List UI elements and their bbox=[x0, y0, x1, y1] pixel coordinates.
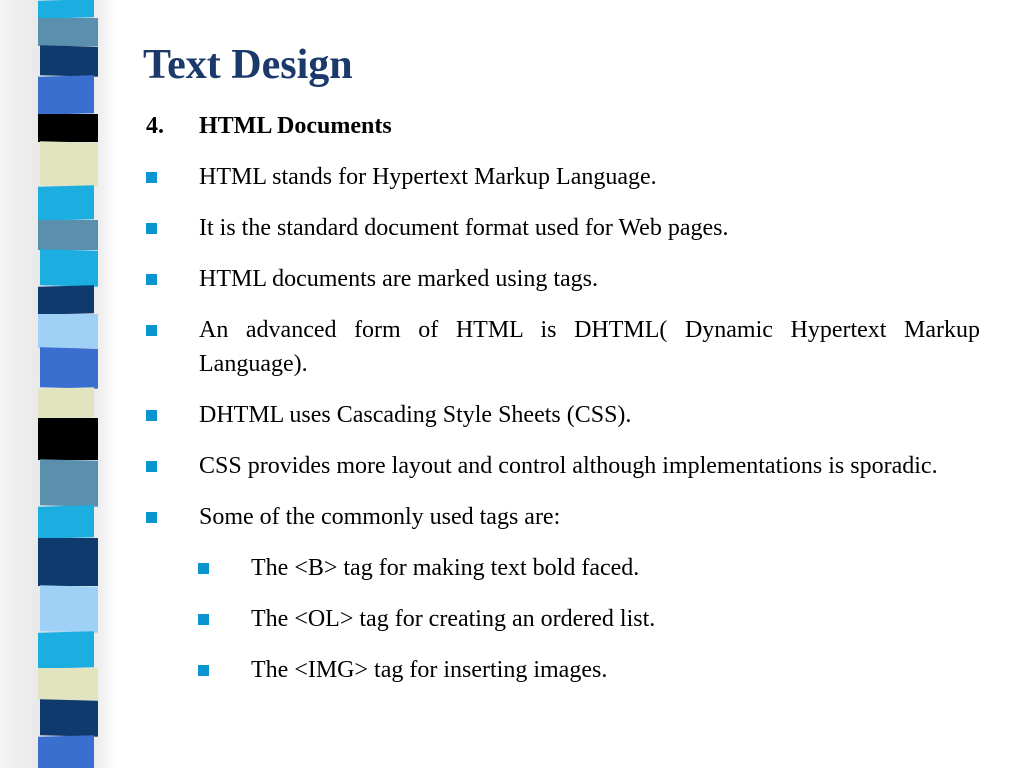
bullet-square-icon bbox=[198, 551, 251, 585]
bullet-text: HTML documents are marked using tags. bbox=[199, 266, 599, 292]
bullet-text: Some of the commonly used tags are: bbox=[199, 504, 561, 530]
section-heading bbox=[146, 109, 980, 143]
bullet-text: DHTML uses Cascading Style Sheets (CSS). bbox=[199, 402, 632, 428]
bullet-square-icon bbox=[146, 398, 199, 432]
bullet-square-icon bbox=[146, 449, 199, 483]
bullet-text: It is the standard document format used for Web pages. bbox=[199, 215, 729, 241]
bullet-square-icon bbox=[146, 211, 199, 245]
slide-content bbox=[146, 109, 980, 704]
bullet-square-icon bbox=[198, 602, 251, 636]
bullet-text: CSS provides more layout and control although implementations is sporadic. bbox=[199, 453, 938, 479]
decorative-side-strip bbox=[38, 0, 98, 768]
bullet-item bbox=[146, 262, 980, 296]
bullet-item bbox=[146, 211, 980, 245]
bullet-item bbox=[146, 449, 980, 483]
bullet-text: HTML stands for Hypertext Markup Language. bbox=[199, 164, 657, 190]
slide-title: Text Design bbox=[143, 42, 353, 88]
sub-bullet-text: The <OL> tag for creating an ordered list. bbox=[251, 606, 656, 632]
heading-text: HTML Documents bbox=[199, 113, 392, 139]
sub-bullet-item bbox=[198, 653, 980, 687]
heading-number: 4. bbox=[146, 113, 164, 139]
bullet-item bbox=[146, 398, 980, 432]
bullet-item bbox=[146, 313, 980, 381]
sub-bullet-item bbox=[198, 551, 980, 585]
bullet-square-icon bbox=[198, 653, 251, 687]
bullet-text: An advanced form of HTML is DHTML( Dynamic Hypertext Markup Language). bbox=[199, 317, 980, 377]
sub-bullet-text: The <B> tag for making text bold faced. bbox=[251, 555, 640, 581]
bullet-item bbox=[146, 160, 980, 194]
bullet-square-icon bbox=[146, 313, 199, 381]
bullet-square-icon bbox=[146, 262, 199, 296]
bullet-square-icon bbox=[146, 160, 199, 194]
sub-bullet-item bbox=[198, 602, 980, 636]
bullet-square-icon bbox=[146, 500, 199, 534]
bullet-item bbox=[146, 500, 980, 534]
sub-bullet-text: The <IMG> tag for inserting images. bbox=[251, 657, 608, 683]
